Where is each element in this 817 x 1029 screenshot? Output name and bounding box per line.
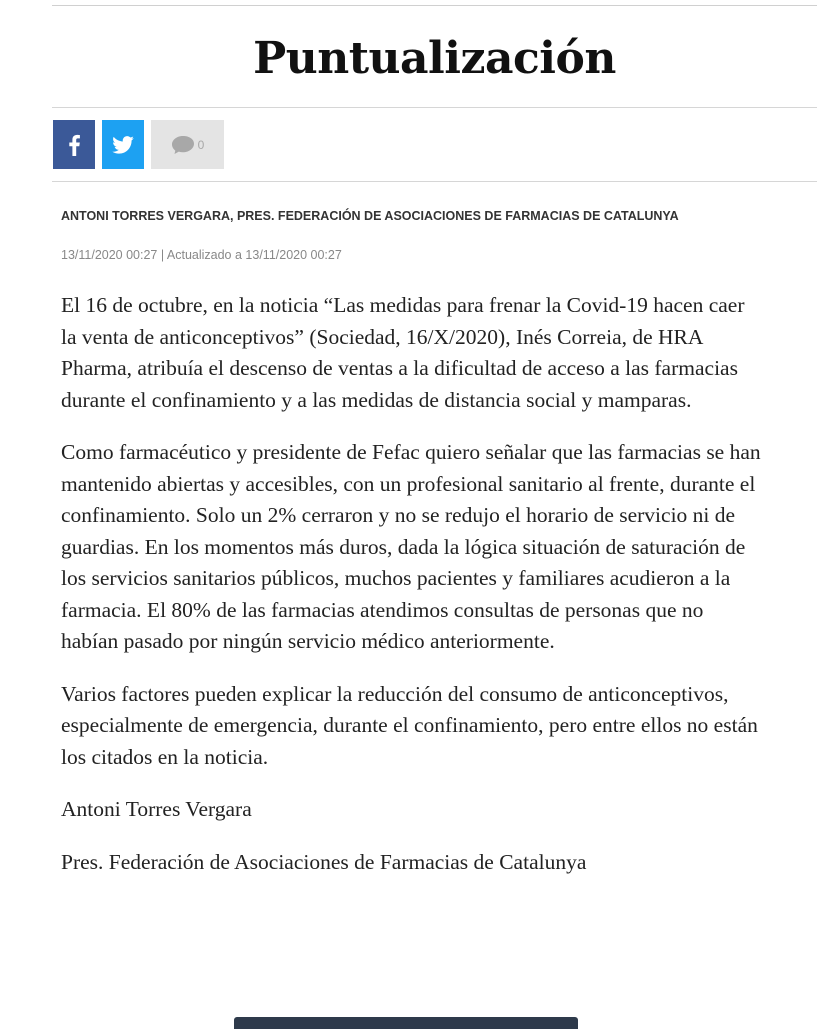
- comment-count: 0: [197, 137, 205, 152]
- author-byline: ANTONI TORRES VERGARA, PRES. FEDERACIÓN DE ASOCIACIONES DE FARMACIAS DE CATALUNYA: [61, 209, 679, 223]
- article-body: [61, 290, 761, 899]
- signature-name: Antoni Torres Vergara: [61, 797, 252, 821]
- twitter-icon: [112, 136, 134, 154]
- signature-title: Pres. Federación de Asociaciones de Farmacias de Catalunya: [61, 849, 587, 874]
- share-bar: [53, 120, 224, 169]
- top-divider: [52, 0, 817, 6]
- publish-dates: 13/11/2020 00:27 | Actualizado a 13/11/2020 00:27: [61, 248, 342, 262]
- bottom-action-bar[interactable]: [234, 1017, 578, 1029]
- article-paragraph: El 16 de octubre, en la noticia “Las medidas para frenar la Covid-19 hacen caer la venta de anticonceptivos” (Sociedad, 16/X/2020), Inés Correia, de HRA Pharma, atribuía el descenso de ventas a la dificultad de acceso a las farmacias durante el confinamiento y a las medidas de distancia social y mamparas.: [61, 293, 745, 412]
- comments-button[interactable]: [151, 120, 224, 169]
- article-paragraph: Varios factores pueden explicar la reducción del consumo de anticonceptivos, especialmente de emergencia, durante el confinamiento, pero entre ellos no están los citados en la noticia.: [61, 681, 758, 769]
- facebook-share-button[interactable]: [53, 120, 95, 169]
- share-divider: [52, 181, 817, 182]
- facebook-icon: [67, 134, 81, 156]
- comment-icon: [171, 135, 195, 155]
- twitter-share-button[interactable]: [102, 120, 144, 169]
- article-paragraph: Como farmacéutico y presidente de Fefac quiero señalar que las farmacias se han mantenido abiertas y accesibles, con un profesional sanitario al frente, durante el confinamiento. Solo un 2% cerraron y no se redujo el horario de servicio ni de guardias. En los momentos más duros, dada la lógica situación de saturación de los servicios sanitarios públicos, muchos pacientes y familiares acudieron a la farmacia. El 80% de las farmacias atendimos consultas de personas que no habían pasado por ningún servicio médico anteriormente.: [61, 440, 761, 653]
- page-title: Puntualización: [253, 33, 616, 84]
- title-divider: [52, 107, 817, 108]
